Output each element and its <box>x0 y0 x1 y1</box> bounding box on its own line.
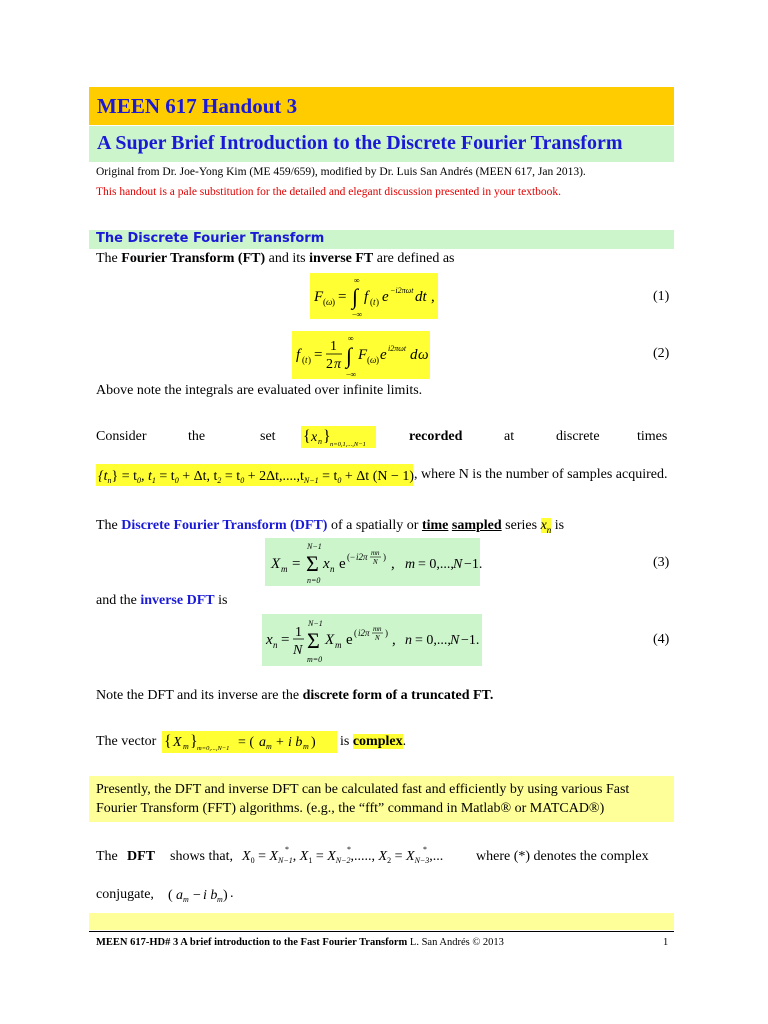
credit-line: Original from Dr. Joe-Yong Kim (ME 459/659), modified by Dr. Luis San Andrés (MEEN 617, Jan 2013). <box>96 166 586 178</box>
limits-note: Above note the integrals are evaluated over infinite limits. <box>96 383 423 398</box>
page-number: 1 <box>663 937 669 948</box>
at-word: at <box>504 429 515 444</box>
svg-text:i b: i b <box>203 888 218 903</box>
vector-is-complex: is complex. <box>340 734 407 749</box>
svg-text:−1.: −1. <box>464 557 483 572</box>
svg-text:F: F <box>358 347 368 363</box>
svg-text:F: F <box>314 289 324 305</box>
svg-text:(: ( <box>168 888 173 903</box>
svg-text:mn: mn <box>371 549 380 557</box>
samples-acquired-text: , where N is the number of samples acquired. <box>414 467 668 482</box>
svg-text:= (: = ( <box>238 735 255 750</box>
svg-text:N−1: N−1 <box>307 542 322 551</box>
shows-that-words: shows that, <box>170 849 233 864</box>
svg-text:,: , <box>392 632 396 648</box>
title-band <box>89 87 674 125</box>
fft-note-band <box>89 776 674 822</box>
svg-text:m=0,...,N−1: m=0,...,N−1 <box>197 745 230 752</box>
svg-text:*: * <box>423 845 427 854</box>
vector-expression <box>162 731 337 753</box>
equation-4 <box>262 614 482 666</box>
svg-text:m: m <box>183 742 189 751</box>
section-heading-band <box>89 230 674 249</box>
set-word: set <box>260 429 276 444</box>
svg-text:i2πωt: i2πωt <box>388 344 407 353</box>
svg-text:(: ( <box>367 355 370 365</box>
textbook-note: This handout is a pale substitution for the detailed and elegant discussion presented in your textbook. <box>96 186 562 198</box>
svg-text:t: t <box>373 297 376 307</box>
svg-text:d: d <box>410 347 418 363</box>
svg-text:=: = <box>281 632 290 648</box>
svg-text:): ) <box>308 355 311 365</box>
svg-text:}: } <box>323 428 331 445</box>
svg-text:x: x <box>323 556 330 572</box>
svg-text:ω: ω <box>326 297 333 307</box>
footer-text <box>96 937 504 948</box>
svg-text:m: m <box>281 564 288 574</box>
svg-text:x: x <box>311 430 318 445</box>
bottom-highlight-band <box>89 913 674 930</box>
svg-text:−: − <box>193 888 201 903</box>
equation-3 <box>265 538 483 586</box>
svg-text:a: a <box>259 735 266 750</box>
svg-text:ω: ω <box>418 347 429 363</box>
conjugate-expression <box>168 882 230 904</box>
equation-2 <box>292 331 430 379</box>
fft-note-line-2: Fourier Transform (FFT) algorithms. (e.g., the “fft” command in Matlab® or MATCAD®) <box>96 801 605 816</box>
svg-text:m: m <box>266 742 272 751</box>
svg-text:f: f <box>364 289 369 305</box>
svg-text:i2π: i2π <box>356 552 368 562</box>
svg-text:X0 = XN−1, X1 = XN−2,....., X2: $X_0 = X_{N-1}$, $X_1 = X_{N-2}$,....., $X_2 = X_{N-3}$,... <box>242 849 444 865</box>
svg-text:∫: ∫ <box>352 284 359 309</box>
svg-text:{tn} = t0, t1 = t0 + Δt, t2 =: $\{t_n\} = t_0$, $t_1 = t_0 + \Delta t$, $t_2 = t_0 + 2\Delta t,....,t_{N-1} = t_0 + \Delta t$ (N − 1) <box>98 469 415 485</box>
subtitle-band <box>89 126 674 162</box>
recorded-word: recorded <box>409 429 463 444</box>
svg-text:=: = <box>292 556 301 572</box>
fft-note-line-1: Presently, the DFT and inverse DFT can be calculated fast and efficiently by using various Fast <box>96 782 630 797</box>
equation-1-number: (1) <box>653 289 670 304</box>
footer-title: MEEN 617-HD# 3 A brief introduction to the Fast Fourier Transform <box>96 937 408 948</box>
shows-the-word: The <box>96 849 118 864</box>
svg-text:= 0,...,: = 0,..., <box>418 557 454 572</box>
svg-text:): ) <box>385 628 388 638</box>
svg-text:m: m <box>217 895 223 904</box>
svg-text:): ) <box>311 735 316 750</box>
svg-text:f: f <box>296 347 301 363</box>
svg-text:}: } <box>190 733 198 750</box>
svg-text:i2π: i2π <box>358 628 370 638</box>
svg-text:*: * <box>285 845 289 854</box>
svg-text:N−1: N−1 <box>308 619 323 628</box>
svg-text:n: n <box>330 564 335 574</box>
svg-text:i b: i b <box>288 735 303 750</box>
the-word: the <box>188 429 206 444</box>
svg-text:m: m <box>183 895 189 904</box>
svg-text:mn: mn <box>373 625 382 633</box>
svg-text:1: 1 <box>295 625 302 640</box>
svg-text:π: π <box>334 357 342 372</box>
page-subtitle: A Super Brief Introduction to the Discrete Fourier Transform <box>97 132 623 154</box>
inverse-dft-intro: and the inverse DFT is <box>96 593 228 608</box>
dft-term: Discrete Fourier Transform (DFT) <box>121 518 328 533</box>
svg-text:N: N <box>453 557 463 572</box>
svg-text:): ) <box>332 297 335 307</box>
svg-text:X: X <box>271 556 281 572</box>
svg-text:e: e <box>382 289 389 305</box>
svg-text:Σ: Σ <box>306 551 319 576</box>
svg-text:): ) <box>223 888 228 903</box>
svg-text:−1.: −1. <box>461 633 480 648</box>
times-word: times <box>637 429 668 444</box>
vector-label: The vector <box>96 734 157 749</box>
svg-text:∫: ∫ <box>346 343 353 368</box>
page-title: MEEN 617 Handout 3 <box>97 94 298 118</box>
svg-text:e: e <box>346 632 353 648</box>
section-heading: The Discrete Fourier Transform <box>96 231 325 246</box>
svg-text:=: = <box>314 347 323 363</box>
svg-text:e: e <box>339 556 346 572</box>
svg-text:): ) <box>383 552 386 562</box>
svg-text:n: n <box>273 640 278 650</box>
svg-text:n: n <box>405 633 412 648</box>
svg-text:(: ( <box>302 355 305 365</box>
dft-definition-sentence: The Discrete Fourier Transform (DFT) of a spatially or time sampled series $x_n$ is <box>96 518 565 535</box>
svg-text:−i2πωt: −i2πωt <box>390 286 414 295</box>
shows-dft-term: DFT <box>127 849 155 864</box>
svg-text:(−: (− <box>347 552 356 562</box>
svg-text:X: X <box>325 632 335 648</box>
svg-text:−∞: −∞ <box>352 310 363 319</box>
svg-text:1: 1 <box>330 339 337 354</box>
intro-paragraph: The Fourier Transform (FT) and its inverse FT are defined as <box>96 251 455 266</box>
svg-text:n=0: n=0 <box>307 576 321 585</box>
svg-text:= 0,...,: = 0,..., <box>415 633 451 648</box>
svg-text:): ) <box>376 355 379 365</box>
svg-text:m: m <box>335 640 342 650</box>
svg-text:Σ: Σ <box>307 628 320 653</box>
svg-text:∞: ∞ <box>354 276 360 285</box>
svg-text:x: x <box>266 632 273 648</box>
svg-text:n=0,1,...,N−1: n=0,1,...,N−1 <box>330 441 366 448</box>
footer-rule <box>89 931 674 932</box>
svg-text:N: N <box>450 633 460 648</box>
svg-text:m=0: m=0 <box>307 655 323 664</box>
svg-text:t: t <box>305 355 308 365</box>
equation-1 <box>310 273 438 319</box>
svg-text:N: N <box>373 558 378 566</box>
svg-text:m: m <box>303 742 309 751</box>
inverse-dft-term: inverse DFT <box>140 593 215 608</box>
svg-text:{: { <box>164 733 172 750</box>
svg-text:N: N <box>375 634 380 642</box>
complex-term: complex <box>352 734 403 749</box>
discrete-word: discrete <box>556 429 600 444</box>
equation-4-number: (4) <box>653 632 670 647</box>
time-term: time <box>421 518 449 533</box>
truncated-ft-note: Note the DFT and its inverse are the discrete form of a truncated FT. <box>96 688 494 703</box>
svg-text:N: N <box>293 643 303 658</box>
svg-text:X: X <box>173 735 182 750</box>
svg-text:−∞: −∞ <box>346 370 357 379</box>
sample-set-expression <box>301 426 376 448</box>
conjugate-word: conjugate, <box>96 887 154 902</box>
svg-text:(: ( <box>323 297 326 307</box>
sampled-term: sampled <box>451 518 502 533</box>
svg-text:=: = <box>338 289 347 305</box>
times-expression <box>96 464 413 486</box>
svg-text:ω: ω <box>370 355 377 365</box>
svg-text:n: n <box>318 437 322 446</box>
svg-text:): ) <box>376 297 379 307</box>
consider-word: Consider <box>96 429 147 444</box>
svg-text:+: + <box>276 735 284 750</box>
svg-text:,: , <box>391 556 395 572</box>
svg-text:(: ( <box>354 628 357 638</box>
inverse-ft-term: inverse FT <box>309 251 374 266</box>
svg-text:2: 2 <box>326 357 333 372</box>
svg-text:(: ( <box>370 297 373 307</box>
svg-text:*: * <box>347 845 351 854</box>
svg-text:a: a <box>176 888 183 903</box>
svg-text:∞: ∞ <box>348 334 354 343</box>
equation-2-number: (2) <box>653 346 670 361</box>
shows-where-text: where (*) denotes the complex <box>476 849 649 864</box>
ft-term: Fourier Transform (FT) <box>121 251 266 266</box>
svg-text:e: e <box>380 347 387 363</box>
equation-3-number: (3) <box>653 555 670 570</box>
footer-author: L. San Andrés © 2013 <box>407 937 504 948</box>
svg-text:dt: dt <box>415 289 427 305</box>
svg-text:{: { <box>303 428 311 445</box>
xn-highlight: $x_n$ <box>540 518 552 535</box>
conjugate-relations <box>242 843 472 865</box>
svg-text:,: , <box>431 289 435 305</box>
svg-text:m: m <box>405 557 416 572</box>
